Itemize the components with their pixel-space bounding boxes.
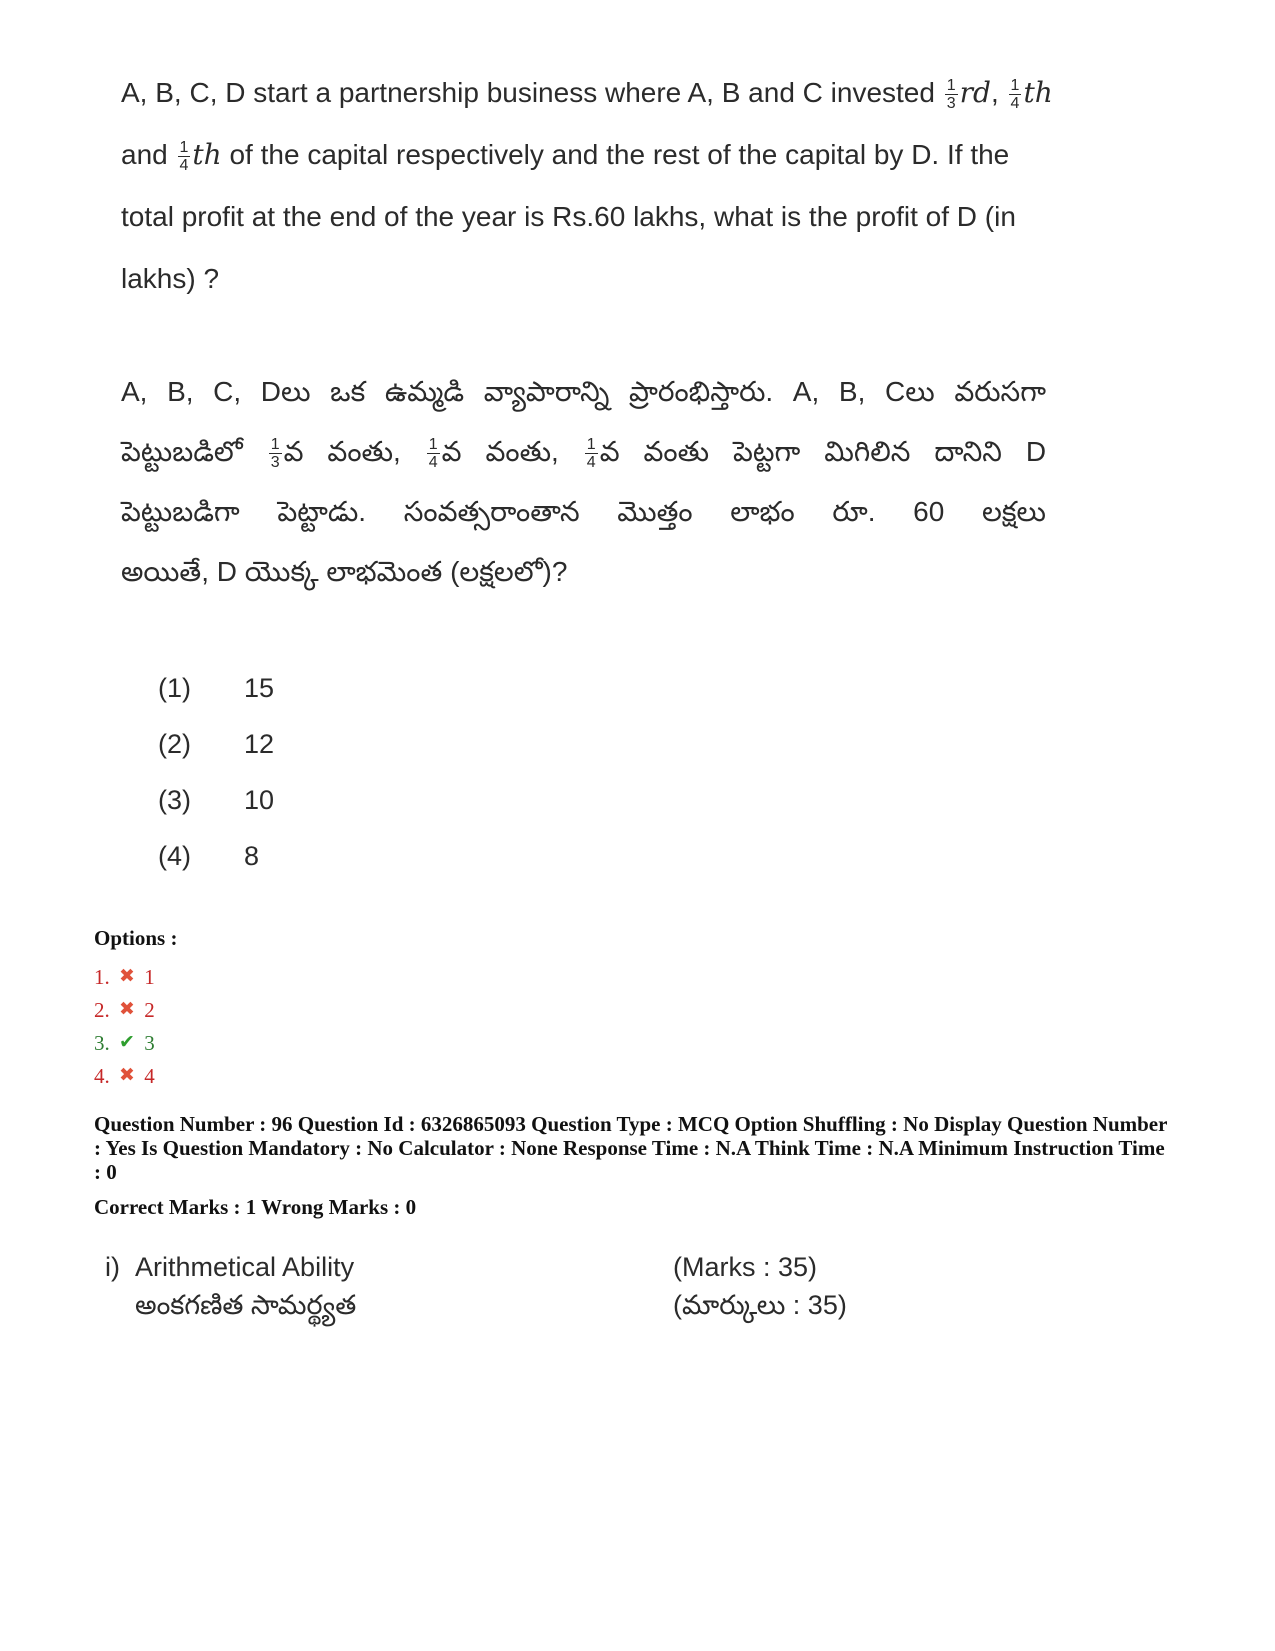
question-en-line-4: lakhs) ? [121, 263, 220, 294]
question-telugu [121, 362, 1046, 602]
question-te-line-2 [121, 422, 1046, 482]
choice-item: (4) 8 [158, 841, 260, 871]
question-te-line-3: పెట్టుబడిగా పెట్టాడు. సంవత్సరాంతాన మొత్తం లాభం రూ. 60 లక్షలు [121, 496, 1046, 527]
question-en-text: and [121, 139, 168, 170]
question-te-text: పెట్టుబడిలో [121, 436, 243, 467]
cross-icon: ✖ [119, 1065, 135, 1086]
fraction-one-third: $\frac{1}{3}$ [270, 436, 280, 472]
question-en-line-1 [121, 62, 1053, 124]
question-english [121, 62, 1053, 310]
suffix-th: th [192, 138, 222, 171]
question-te-text: వ వంతు పెట్టగా మిగిలిన దానిని D [599, 436, 1047, 467]
question-te-line-1: A, B, C, Dలు ఒక ఉమ్మడి వ్యాపారాన్ని ప్రారంభిస్తారు. A, B, Cలు వరుసగా [121, 376, 1046, 407]
suffix-rd: rd [959, 76, 991, 109]
marks-info: Correct Marks : 1 Wrong Marks : 0 [94, 1195, 417, 1219]
question-en-text: A, B, C, D start a partnership business where A, B and C invested [121, 77, 935, 108]
fraction-one-fourth: $\frac{1}{4}$ [179, 139, 189, 175]
option-item: 2. ✖ 2 [94, 993, 155, 1026]
comma: , [990, 77, 999, 108]
section-marks-en: (Marks : 35) [673, 1252, 818, 1282]
section-marks-te: (మార్కులు : 35) [673, 1290, 847, 1320]
cross-icon: ✖ [119, 966, 135, 987]
section-title-te: అంకగణిత సామర్థ్యత [135, 1290, 357, 1320]
option-item: 4. ✖ 4 [94, 1059, 155, 1092]
question-te-text: వ వంతు, [441, 436, 559, 467]
suffix-th: th [1023, 76, 1053, 109]
fraction-one-third: $\frac{1}{3}$ [946, 77, 956, 113]
option-item: 1. ✖ 1 [94, 960, 155, 993]
section-label: i) [105, 1252, 120, 1282]
question-en-line-2 [121, 124, 1046, 186]
choice-item: (3) 10 [158, 785, 275, 815]
option-item: 3. ✔ 3 [94, 1026, 155, 1059]
question-te-line-4: అయితే, D యొక్క లాభమెంత (లక్షలలో)? [121, 556, 568, 587]
question-metadata: Question Number : 96 Question Id : 6326865093 Question Type : MCQ Option Shuffling : No Display Question Number : Yes Is Question Mandatory : No Calculator : None Response Time : N.A Think Time : N.A Minimum Instruction Time : 0 [94, 1112, 1168, 1184]
fraction-one-fourth: $\frac{1}{4}$ [428, 436, 438, 472]
choice-item: (1) 15 [158, 673, 275, 703]
cross-icon: ✖ [119, 999, 135, 1020]
question-te-text: వ వంతు, [283, 436, 401, 467]
fraction-one-fourth: $\frac{1}{4}$ [1010, 77, 1020, 113]
section-header [105, 1248, 905, 1324]
options-list [94, 960, 155, 1092]
choice-item: (2) 12 [158, 729, 275, 759]
check-icon: ✔ [119, 1032, 135, 1053]
section-title-en: Arithmetical Ability [135, 1252, 355, 1282]
fraction-one-fourth: $\frac{1}{4}$ [586, 436, 596, 472]
answer-choices [158, 660, 274, 884]
options-heading: Options : [94, 926, 178, 950]
question-en-text: of the capital respectively and the rest of the capital by D. If the [229, 139, 1010, 170]
question-en-line-3: total profit at the end of the year is Rs.60 lakhs, what is the profit of D (in [121, 201, 1016, 232]
